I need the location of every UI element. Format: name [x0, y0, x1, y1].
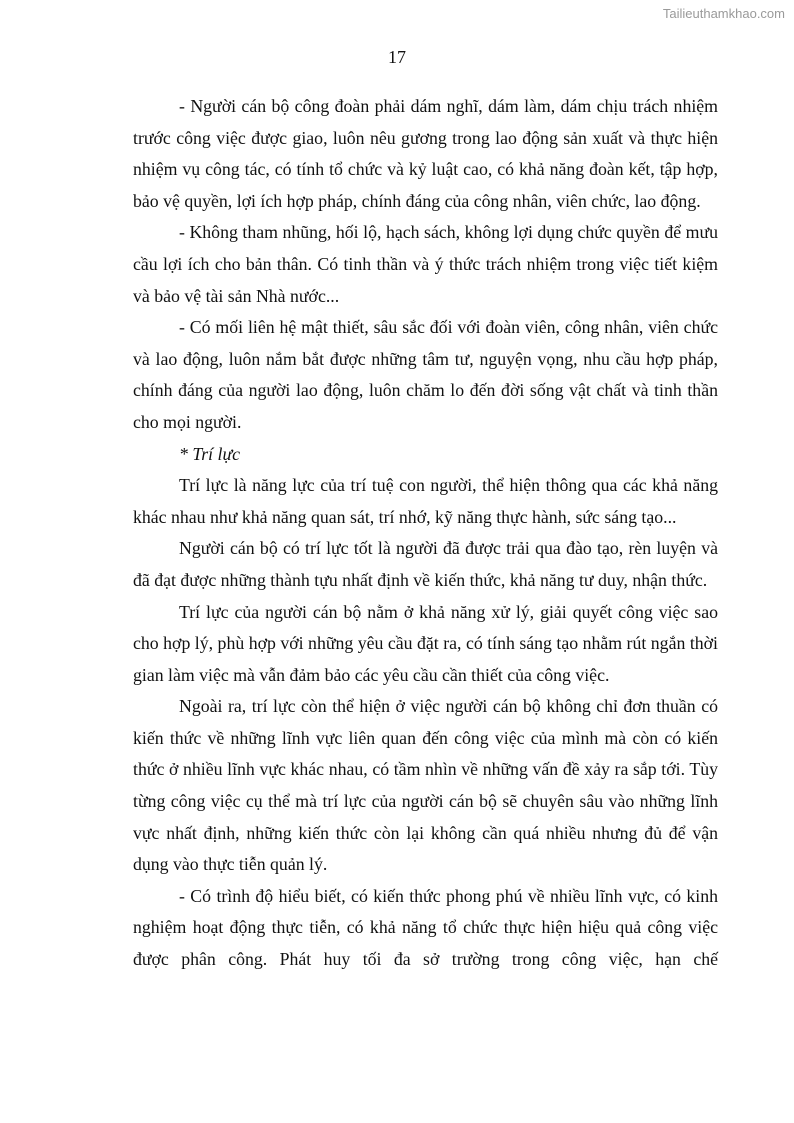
paragraph: - Không tham nhũng, hối lộ, hạch sách, không lợi dụng chức quyền để mưu cầu lợi ích cho bản thân. Có tinh thần và ý thức trách nhiệm trong việc tiết kiệm và bảo vệ tài sản Nhà nước...: [133, 222, 718, 306]
paragraph: Trí lực là năng lực của trí tuệ con người, thể hiện thông qua các khả năng khác nhau như khả năng quan sát, trí nhớ, kỹ năng thực hành, sức sáng tạo...: [133, 475, 718, 527]
section-heading: * Trí lực: [179, 443, 241, 464]
watermark: Tailieuthamkhao.com: [662, 6, 785, 21]
paragraph: - Có trình độ hiểu biết, có kiến thức phong phú về nhiều lĩnh vực, có kinh nghiệm hoạt động thực tiễn, có khả năng tổ chức thực hiện hiệu quả công việc được phân công. Phát huy tối đa sở trường trong công việc, hạn chế: [133, 885, 718, 970]
paragraph: Người cán bộ có trí lực tốt là người đã được trải qua đào tạo, rèn luyện và đã đạt được những thành tựu nhất định về kiến thức, khả năng tư duy, nhận thức.: [133, 538, 718, 590]
paragraph: Trí lực của người cán bộ nằm ở khả năng xử lý, giải quyết công việc sao cho hợp lý, phù hợp với những yêu cầu đặt ra, có tính sáng tạo nhằm rút ngắn thời gian làm việc mà vẫn đảm bảo các yêu cầu cần thiết của công việc.: [133, 601, 718, 685]
paragraph: Ngoài ra, trí lực còn thể hiện ở việc người cán bộ không chỉ đơn thuần có kiến thức về những lĩnh vực liên quan đến công việc của mình mà còn có kiến thức ở nhiều lĩnh vực khác nhau, có tầm nhìn về những vấn đề xảy ra sắp tới. Tùy từng công việc cụ thể mà trí lực của người cán bộ sẽ chuyên sâu vào những lĩnh vực nhất định, những kiến thức còn lại không cần quá nhiều nhưng đủ để vận dụng vào thực tiễn quản lý.: [133, 696, 718, 875]
page-number: 17: [388, 47, 406, 67]
paragraph: - Có mối liên hệ mật thiết, sâu sắc đối với đoàn viên, công nhân, viên chức và lao động, luôn nắm bắt được những tâm tư, nguyện vọng, nhu cầu hợp pháp, chính đáng của người lao động, luôn chăm lo đến đời sống vật chất và tinh thần cho mọi người.: [133, 317, 718, 432]
paragraph: - Người cán bộ công đoàn phải dám nghĩ, dám làm, dám chịu trách nhiệm trước công việc được giao, luôn nêu gương trong lao động sản xuất và thực hiện nhiệm vụ công tác, có tính tổ chức và kỷ luật cao, có khả năng đoàn kết, tập hợp, bảo vệ quyền, lợi ích hợp pháp, chính đáng của công nhân, viên chức, lao động.: [133, 96, 718, 211]
body-text: [133, 91, 718, 976]
